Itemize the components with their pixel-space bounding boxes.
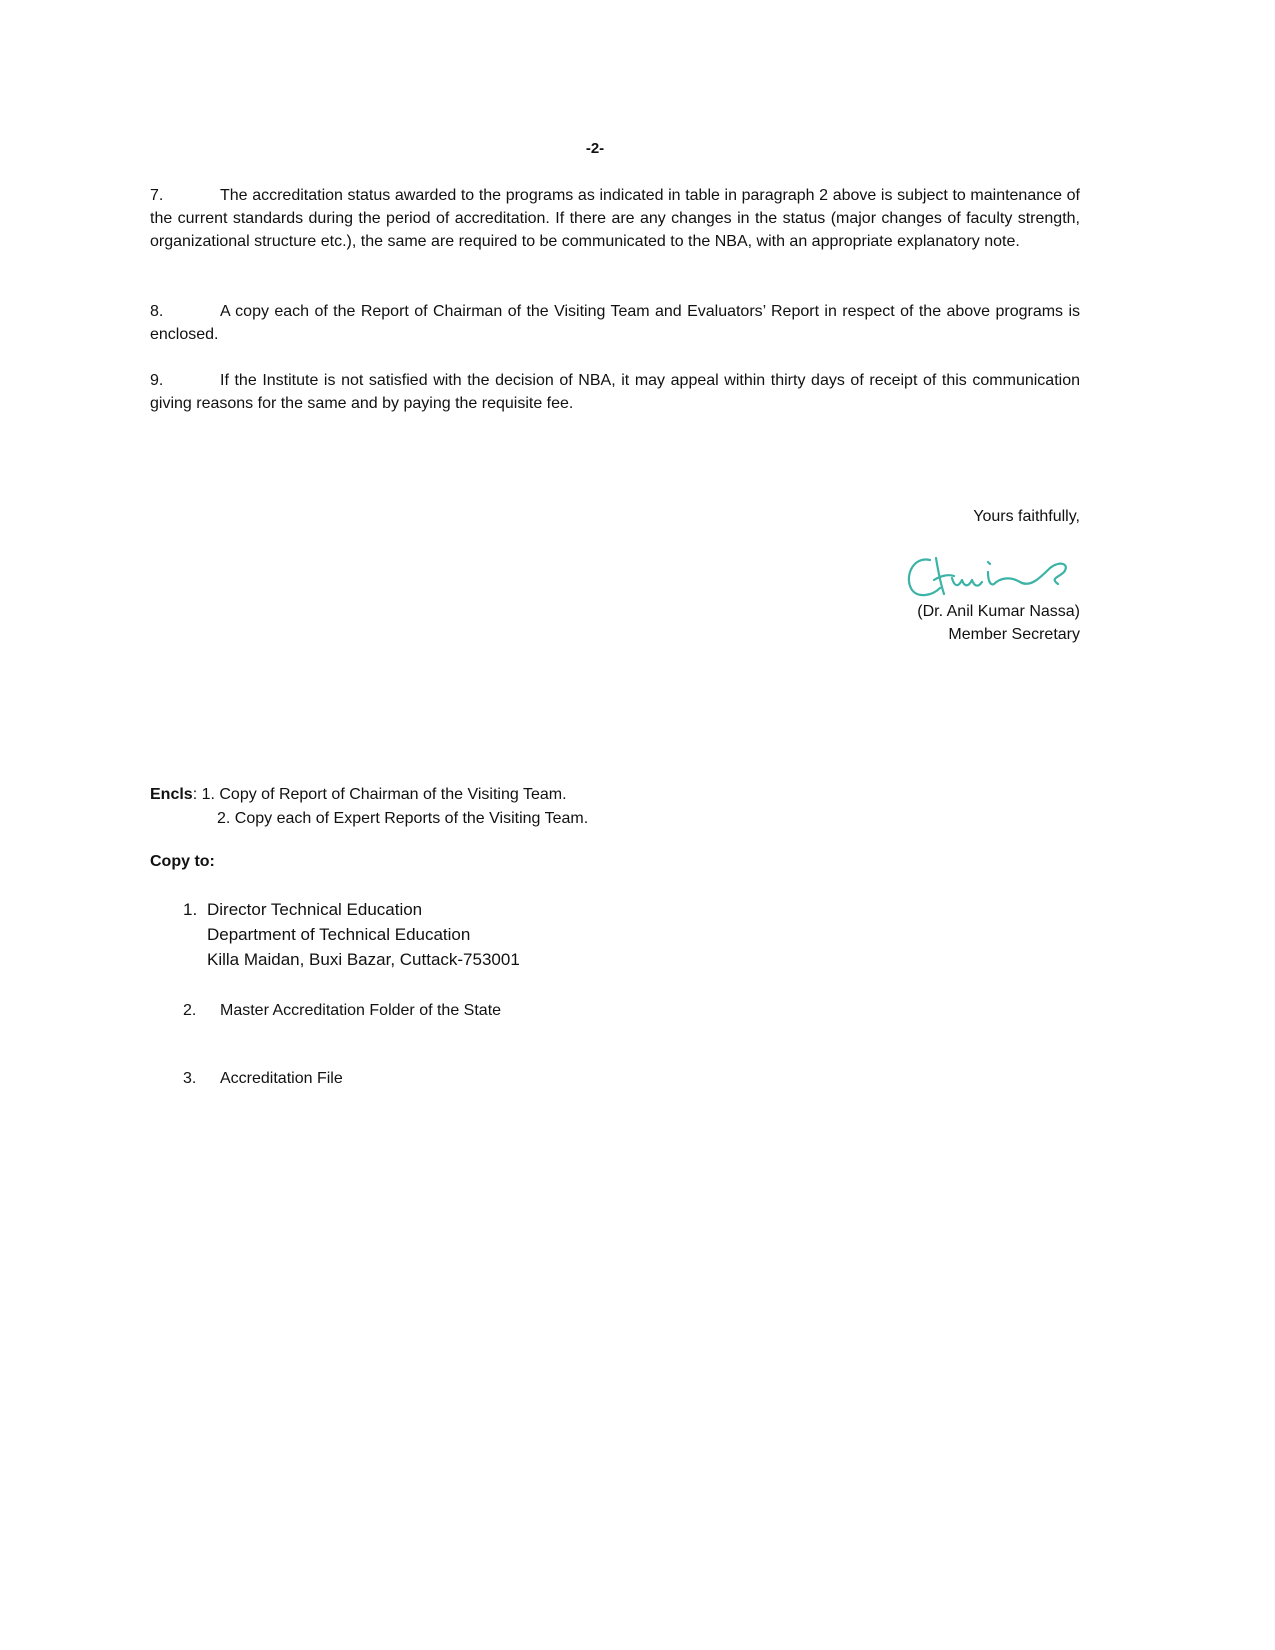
- signatory-title: Member Secretary: [948, 626, 1080, 643]
- copy-to-item-2: [183, 998, 501, 1023]
- copy-item-line: Master Accreditation Folder of the State: [220, 1002, 502, 1019]
- paragraph-text: A copy each of the Report of Chairman of the Visiting Team and Evaluators’ Report in respect of the above programs is enclosed.: [150, 303, 1080, 343]
- handwritten-signature: [900, 538, 1100, 608]
- paragraph-7: [150, 184, 1080, 253]
- copy-item-line: Director Technical Education: [207, 900, 423, 919]
- closing-salutation: Yours faithfully,: [973, 508, 1080, 525]
- page-number: -2-: [585, 140, 605, 157]
- signatory-block: [917, 600, 1080, 646]
- signatory-name: (Dr. Anil Kumar Nassa): [917, 603, 1080, 620]
- copy-item-number: 1.: [183, 900, 198, 919]
- copy-item-line: Killa Maidan, Buxi Bazar, Cuttack-753001: [207, 950, 520, 969]
- paragraph-text: If the Institute is not satisfied with the decision of NBA, it may appeal within thirty days of receipt of this communication giving reasons for the same and by paying the requisite fee.: [150, 372, 1080, 412]
- copy-to-item-3: [183, 1066, 343, 1091]
- paragraph-number: 7.: [150, 187, 164, 204]
- paragraph-9: [150, 369, 1080, 415]
- copy-item-line: Department of Technical Education: [207, 925, 471, 944]
- enclosures: Encls: 1. Copy of Report of Chairman of the Visiting Team. 2. Copy each of Expert Reports of the Visiting Team.: [150, 783, 588, 831]
- copy-item-number: 2.: [183, 1002, 197, 1019]
- copy-item-number: 3.: [183, 1070, 197, 1087]
- enclosure-item-2: 2. Copy each of Expert Reports of the Visiting Team.: [217, 810, 589, 827]
- copy-to-item-1: [183, 897, 520, 972]
- paragraph-text: The accreditation status awarded to the programs as indicated in table in paragraph 2 above is subject to maintenance of the current standards during the period of accreditation. If there are any changes in the status (major changes of faculty strength, organizational structure etc.), the same are required to be communicated to the NBA, with an appropriate explanatory note.: [150, 187, 1080, 250]
- enclosures-label: Encls: [150, 786, 193, 803]
- paragraph-number: 9.: [150, 372, 164, 389]
- copy-to-label: Copy to:: [150, 853, 215, 870]
- paragraph-number: 8.: [150, 303, 164, 320]
- copy-item-line: Accreditation File: [220, 1070, 343, 1087]
- paragraph-8: [150, 300, 1080, 346]
- enclosure-item-1: 1. Copy of Report of Chairman of the Visiting Team.: [201, 786, 567, 803]
